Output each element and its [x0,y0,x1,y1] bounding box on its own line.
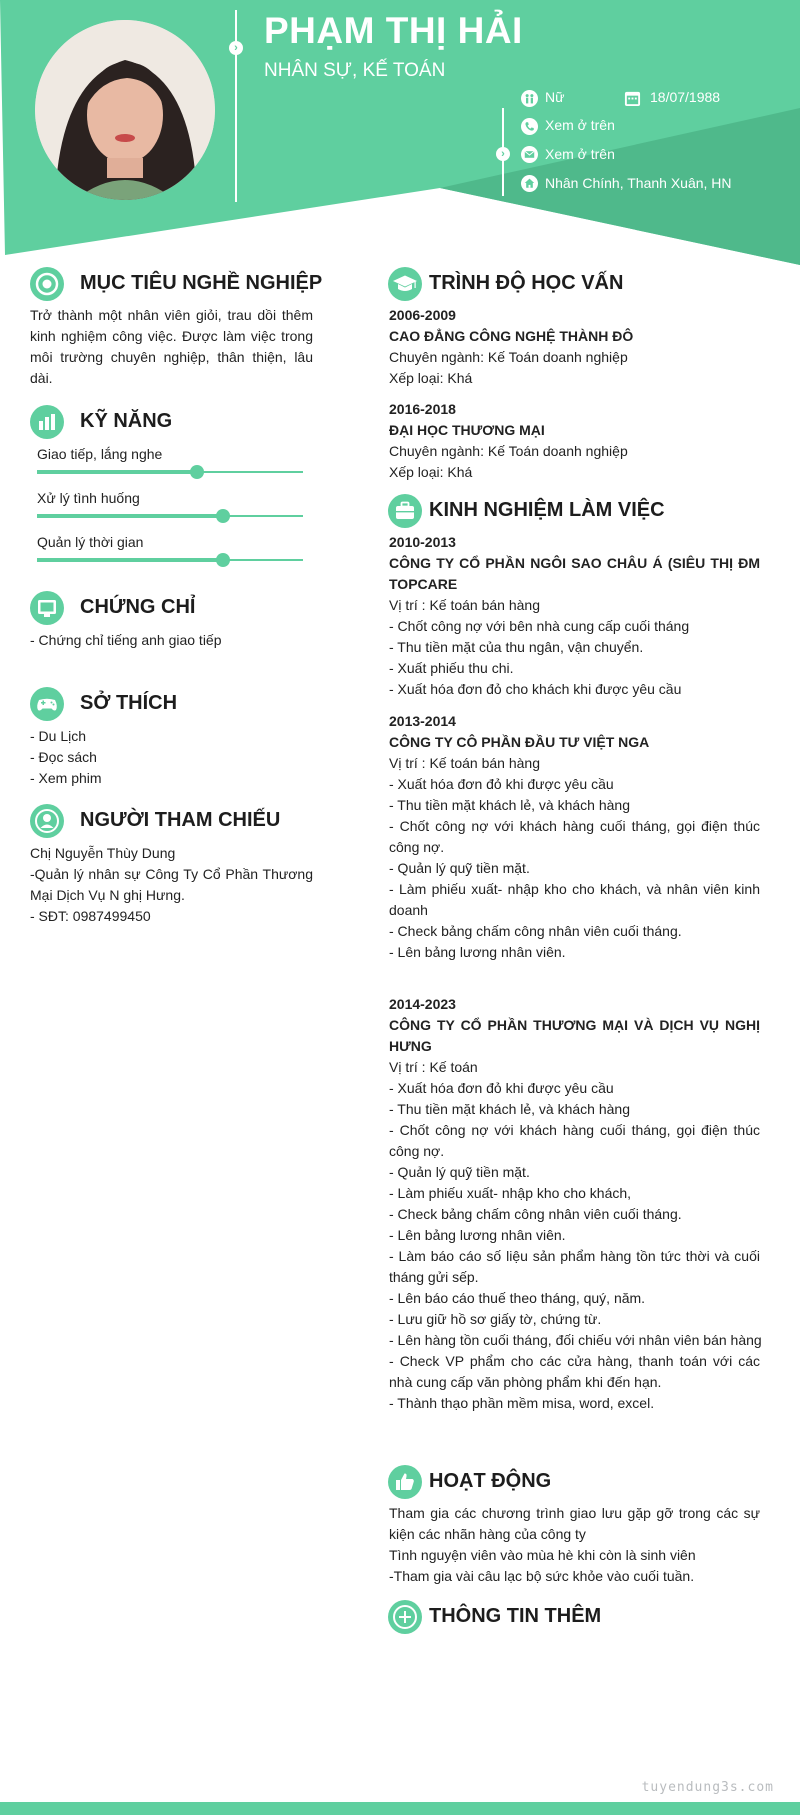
experience-title: KINH NGHIỆM LÀM VIỆC [429,499,665,521]
activity-item: -Tham gia vài câu lạc bộ sức khỏe vào cuối tuần. [389,1568,695,1584]
activity-item: Tình nguyện viên vào mùa hè khi còn là sinh viên [389,1547,696,1563]
chart-icon [30,405,64,439]
job-line: - Xuất hóa đơn đỏ khi được yêu cầu [389,1080,614,1096]
activities-title: HOẠT ĐỘNG [429,1470,552,1492]
job-company: CÔNG TY CỔ PHẦN NGÔI SAO CHÂU Á (SIÊU THỊ ĐM TOPCARE [389,555,760,592]
briefcase-icon [388,494,422,528]
job-line: - Check bảng chấm công nhân viên cuối tháng. [389,923,682,939]
birthday-value: 18/07/1988 [650,89,721,105]
job-line: - Check bảng chấm công nhân viên cuối tháng. [389,1206,682,1222]
phone-value: Xem ở trên [545,117,615,133]
reference-position: -Quản lý nhân sự Công Ty Cổ Phần Thương Mại Dịch Vụ N ghị Hưng. [30,866,313,903]
job-line: - Thu tiền mặt của thu ngân, vận chuyển. [389,639,644,655]
target-icon [30,267,64,301]
hobbies-title: SỞ THÍCH [80,692,178,714]
avatar [35,20,215,200]
job-line: - Thành thạo phần mềm misa, word, excel. [389,1395,655,1411]
watermark: tuyendung3s.com [641,1780,774,1795]
email-icon [521,146,538,163]
education-period: 2016-2018 [389,401,456,417]
address-value: Nhân Chính, Thanh Xuân, HN [545,175,732,191]
job-company: CÔNG TY CÔ PHẦN ĐẦU TƯ VIỆT NGA [389,734,650,750]
profile-photo [35,20,215,200]
candidate-position: NHÂN SỰ, KẾ TOÁN [264,60,446,81]
education-period: 2006-2009 [389,307,456,323]
skill-fill [37,558,223,562]
footer-bar [0,1802,800,1815]
job-line: - Lưu giữ hồ sơ giấy tờ, chứng từ. [389,1311,602,1327]
thumbs-up-icon [388,1465,422,1499]
education-grade: Xếp loại: Khá [389,464,473,480]
email-value: Xem ở trên [545,146,615,162]
job-line: - Lên bảng lương nhân viên. [389,944,566,960]
reference-phone: - SĐT: 0987499450 [30,908,151,924]
job-line: - Chốt công nợ với khách hàng cuối tháng, gọi điện thúc công nợ. [389,1122,760,1159]
job-company: CÔNG TY CỔ PHẦN THƯƠNG MẠI VÀ DỊCH VỤ NGHỊ HƯNG [389,1017,760,1054]
job-line: - Thu tiền mặt khách lẻ, và khách hàng [389,1101,630,1117]
job-period: 2014-2023 [389,996,456,1012]
job-line: - Quản lý quỹ tiền mặt. [389,1164,530,1180]
education-major: Chuyên ngành: Kế Toán doanh nghiệp [389,349,628,365]
skill-label: Giao tiếp, lắng nghe [37,446,163,462]
job-line: - Quản lý quỹ tiền mặt. [389,860,530,876]
job-line: Vị trí : Kế toán bán hàng [389,597,540,613]
plus-icon [388,1600,422,1634]
education-school: CAO ĐẲNG CÔNG NGHỆ THÀNH ĐÔ [389,328,634,344]
objective-text: Trở thành một nhân viên giỏi, trau dồi thêm kinh nghiệm công việc. Được làm việc trong môi trường chuyên nghiệp, thân thiện, lâu dài. [30,307,313,386]
skill-fill [37,470,197,474]
skill-slider-knob [190,465,204,479]
job-line: - Làm phiếu xuất- nhập kho cho khách, và nhân viên kinh doanh [389,881,760,918]
education-grade: Xếp loại: Khá [389,370,473,386]
additional-info-title: THÔNG TIN THÊM [429,1605,602,1627]
job-line: - Xuất hóa đơn đỏ khi được yêu cầu [389,776,614,792]
timeline-knob: › [229,41,243,55]
job-line: - Lên hàng tồn cuối tháng, đối chiếu với nhân viên bán hàng [389,1332,762,1348]
job-line: - Chốt công nợ với khách hàng cuối tháng, gọi điện thúc công nợ. [389,818,760,855]
candidate-name: PHẠM THỊ HẢI [264,10,523,51]
skill-label: Quản lý thời gian [37,534,144,550]
job-line: - Làm báo cáo số liệu sản phẩm hàng tồn tức thời và cuối tháng gửi sếp. [389,1248,760,1285]
skill-slider-knob [216,509,230,523]
objective-title: MỤC TIÊU NGHỀ NGHIỆP [80,272,323,294]
timeline-knob: › [496,147,510,161]
gender-icon [521,90,538,107]
job-period: 2010-2013 [389,534,456,550]
job-line: - Xuất phiếu thu chi. [389,660,514,676]
person-icon [30,804,64,838]
certificates-title: CHỨNG CHỈ [80,596,196,618]
calendar-icon [624,90,641,107]
job-line: - Làm phiếu xuất- nhập kho cho khách, [389,1185,632,1201]
gamepad-icon [30,687,64,721]
education-major: Chuyên ngành: Kế Toán doanh nghiệp [389,443,628,459]
phone-icon [521,118,538,135]
job-line: - Thu tiền mặt khách lẻ, và khách hàng [389,797,630,813]
job-line: - Lên báo cáo thuế theo tháng, quý, năm. [389,1290,646,1306]
skills-title: KỸ NĂNG [80,410,173,432]
job-line: Vị trí : Kế toán [389,1059,478,1075]
hobby-item: - Du Lịch [30,728,87,744]
hobby-item: - Xem phim [30,770,102,786]
job-line: - Lên bảng lương nhân viên. [389,1227,566,1243]
skill-fill [37,514,223,518]
header-divider-line [235,10,237,202]
gender-value: Nữ [545,89,565,105]
job-line: - Check VP phẩm cho các cửa hàng, thanh toán với các nhà cung cấp văn phòng phẩm khi đến hạn. [389,1353,760,1390]
job-line: - Chốt công nợ với bên nhà cung cấp cuối tháng [389,618,690,634]
certificate-icon [30,591,64,625]
certificate-item: - Chứng chỉ tiếng anh giao tiếp [30,632,222,648]
home-icon [521,175,538,192]
activity-item: Tham gia các chương trình giao lưu gặp gỡ trong các sự kiện các nhãn hàng của công ty [389,1505,760,1542]
education-title: TRÌNH ĐỘ HỌC VẤN [429,272,624,294]
job-period: 2013-2014 [389,713,456,729]
skill-slider-knob [216,553,230,567]
education-school: ĐẠI HỌC THƯƠNG MẠI [389,422,545,438]
reference-name: Chị Nguyễn Thùy Dung [30,845,176,861]
job-line: Vị trí : Kế toán bán hàng [389,755,540,771]
job-line: - Xuất hóa đơn đỏ cho khách khi được yêu cầu [389,681,682,697]
references-title: NGƯỜI THAM CHIẾU [80,809,281,831]
graduation-cap-icon [388,267,422,301]
skill-label: Xử lý tình huống [37,490,140,506]
hobby-item: - Đọc sách [30,749,97,765]
